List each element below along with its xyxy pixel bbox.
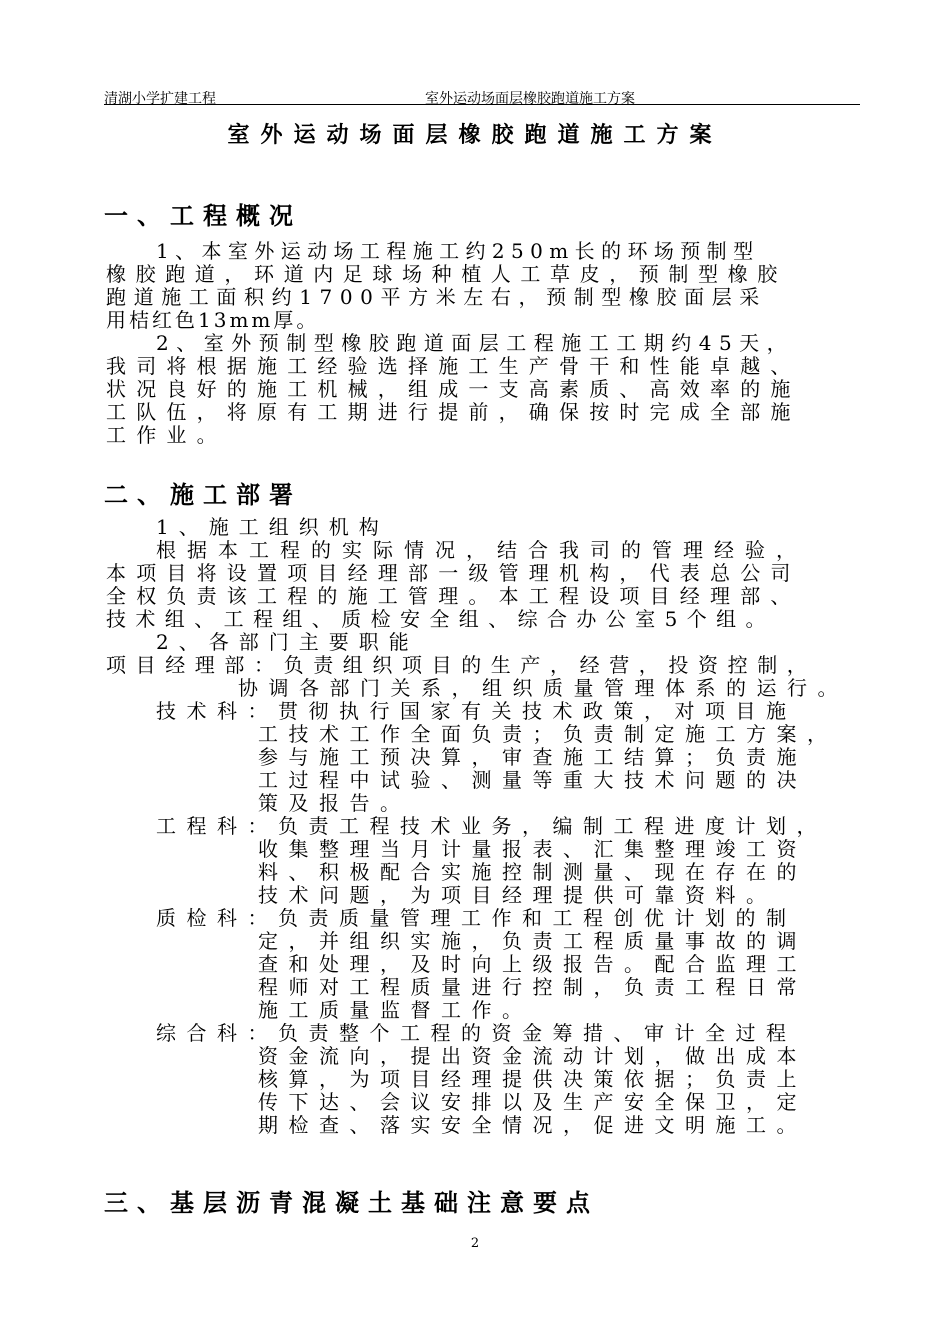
paragraph-line: 策及报告。 bbox=[258, 791, 411, 815]
paragraph-line: 参与施工预决算，审查施工结算；负责施 bbox=[258, 745, 807, 769]
paragraph-line: 工技术工作全面负责；负责制定施工方案， bbox=[258, 722, 838, 746]
paragraph-line: 查和处理，及时向上级报告。配合监理工 bbox=[258, 952, 807, 976]
paragraph-line: 技术科：贯彻执行国家有关技术政策，对项目施 bbox=[156, 699, 797, 723]
paragraph-line: 2、室外预制型橡胶跑道面层工程施工工期约45天， bbox=[156, 331, 795, 355]
section-heading-asphalt-base: 三、基层沥青混凝土基础注意要点 bbox=[104, 1188, 599, 1217]
paragraph-line: 料、积极配合实施控制测量、现在存在的 bbox=[258, 860, 807, 884]
paragraph-line: 施工质量监督工作。 bbox=[258, 998, 533, 1022]
paragraph-line: 工作业。 bbox=[106, 423, 227, 447]
paragraph-line: 收集整理当月计量报表、汇集整理竣工资 bbox=[258, 837, 807, 861]
header-rule bbox=[104, 104, 860, 105]
paragraph-line: 传下达、会议安排以及生产安全保卫，定 bbox=[258, 1090, 807, 1114]
paragraph-line: 项目经理部：负责组织项目的生产，经营，投资控制， bbox=[106, 653, 817, 677]
paragraph-line: 我司将根据施工经验选择施工生产骨干和性能卓越、 bbox=[106, 354, 801, 378]
paragraph-line: 用桔红色13mm厚。 bbox=[106, 308, 320, 332]
paragraph-line: 技术组、工程组、质检安全组、综合办公室5个组。 bbox=[106, 607, 775, 631]
page-number: 2 bbox=[470, 1236, 480, 1251]
paragraph-line: 核算，为项目经理提供决策依据；负责上 bbox=[258, 1067, 807, 1091]
paragraph-line: 技术问题，为项目经理提供可靠资料。 bbox=[258, 883, 777, 907]
paragraph-line: 协调各部门关系，组织质量管理体系的运行。 bbox=[238, 676, 848, 700]
paragraph-line: 期检查、落实安全情况，促进文明施工。 bbox=[258, 1113, 807, 1137]
paragraph-line: 资金流向，提出资金流动计划，做出成本 bbox=[258, 1044, 807, 1068]
section-heading-overview: 一、工程概况 bbox=[104, 201, 302, 230]
header-project-name: 清湖小学扩建工程 bbox=[104, 91, 216, 107]
paragraph-line: 本项目将设置项目经理部一级管理机构，代表总公司 bbox=[106, 561, 801, 585]
paragraph-line: 质检科：负责质量管理工作和工程创优计划的制 bbox=[156, 906, 797, 930]
document-title: 室外运动场面层橡胶跑道施工方案 bbox=[227, 122, 723, 148]
paragraph-line: 工程科：负责工程技术业务，编制工程进度计划， bbox=[156, 814, 827, 838]
paragraph-line: 橡胶跑道，环道内足球场种植人工草皮，预制型橡胶 bbox=[106, 262, 787, 286]
paragraph-line: 定，并组织实施，负责工程质量事故的调 bbox=[258, 929, 807, 953]
paragraph-line: 2、各部门主要职能 bbox=[156, 630, 419, 654]
paragraph-line: 1、本室外运动场工程施工约250m长的环场预制型 bbox=[156, 239, 760, 263]
paragraph-line: 1、施工组织机构 bbox=[156, 515, 389, 539]
paragraph-line: 状况良好的施工机械，组成一支高素质、高效率的施 bbox=[106, 377, 801, 401]
paragraph-line: 跑道施工面积约1700平方米左右，预制型橡胶面层采 bbox=[106, 285, 767, 309]
paragraph-line: 综合科：负责整个工程的资金筹措、审计全过程 bbox=[156, 1021, 797, 1045]
paragraph-line: 全权负责该工程的施工管理。本工程设项目经理部、 bbox=[106, 584, 801, 608]
header-document-name: 室外运动场面层橡胶跑道施工方案 bbox=[425, 91, 635, 107]
section-heading-deployment: 二、施工部署 bbox=[104, 480, 302, 509]
paragraph-line: 程师对工程质量进行控制，负责工程日常 bbox=[258, 975, 807, 999]
paragraph-line: 工过程中试验、测量等重大技术问题的决 bbox=[258, 768, 807, 792]
paragraph-line: 根据本工程的实际情况，结合我司的管理经验， bbox=[156, 538, 807, 562]
paragraph-line: 工队伍，将原有工期进行提前，确保按时完成全部施 bbox=[106, 400, 801, 424]
